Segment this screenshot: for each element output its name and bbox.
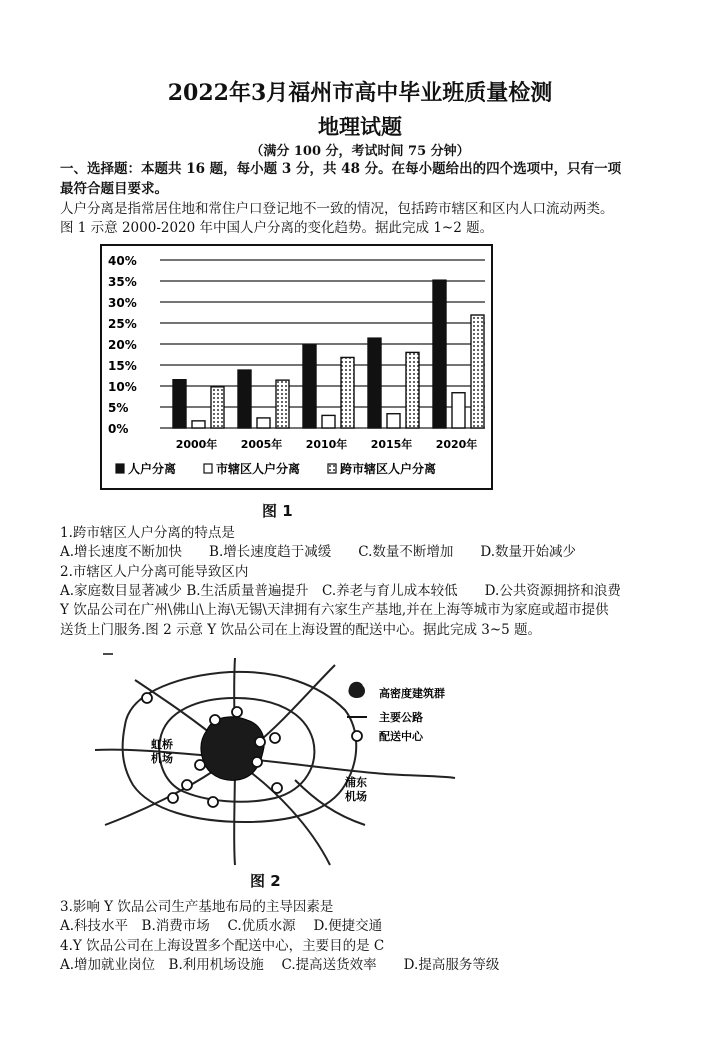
distribution-center [270,733,280,743]
x-tick-label: 2005年 [240,438,283,451]
x-tick-label: 2000年 [175,438,218,451]
bar [471,315,484,428]
bar [192,421,205,428]
y-tick-label: 15% [108,359,137,373]
y-tick-label: 0% [108,422,129,436]
distribution-center [168,793,178,803]
q3-options: A.科技水平 B.消费市场 C.优质水源 D.便捷交通 [60,918,383,934]
bar [238,370,251,428]
legend-road-label: 主要公路 [379,711,423,724]
intro2-line2: 送货上门服务.图 2 示意 Y 饮品公司在上海设置的配送中心。据此完成 3~5 题。 [60,622,542,638]
distribution-center [272,783,282,793]
bar [452,393,465,428]
distribution-center [210,715,220,725]
bar [303,345,316,428]
y-tick-label: 5% [108,401,129,415]
distribution-center [195,760,205,770]
legend-label: 人户分离 [128,462,177,476]
figure-2-caption: 图 2 [250,872,281,890]
bar [433,280,446,428]
bar [368,338,381,428]
distribution-center [232,707,242,717]
legend-label: 跨市辖区人户分离 [340,462,437,476]
legend-density-symbol [348,682,365,698]
bar [341,357,354,428]
y-tick-label: 25% [108,317,137,331]
road-southeast [245,768,330,865]
bar-chart [100,244,493,490]
x-tick-label: 2020年 [435,438,478,451]
pudong-label-1: 浦东 [345,776,367,789]
intro1-line2: 图 1 示意 2000-2020 年中国人户分离的变化趋势。据此完成 1~2 题。 [60,220,494,236]
figure-2-map [95,650,490,870]
intro1-line1: 人户分离是指常居住地和常住户口登记地不一致的情况，包括跨市辖区和区内人口流动两类。 [60,201,614,217]
legend-swatch [204,464,212,473]
legend-center-symbol [352,731,362,741]
bar [387,414,400,428]
legend-center-label: 配送中心 [379,730,423,743]
distribution-center [252,757,262,767]
hongqiao-label-1: 虹桥 [151,738,173,751]
intro2-line1: Y 饮品公司在广州\佛山\上海\无锡\天津拥有六家生产基地,并在上海等城市为家庭或超市提供 [60,602,609,618]
page-subtitle: 地理试题 [318,114,402,139]
bar [322,415,335,428]
figure-1-caption: 图 1 [262,502,293,520]
legend-swatch [328,464,336,473]
distribution-center [182,780,192,790]
figure-1-chart [100,244,493,490]
shanghai-map [95,650,490,870]
q2-stem: 2.市辖区人户分离可能导致区内 [60,564,249,580]
q4-options: A.增加就业岗位 B.利用机场设施 C.提高送货效率 D.提高服务等级 [60,957,500,973]
distribution-center [208,797,218,807]
road-northeast [255,665,335,745]
bar [211,387,224,428]
y-tick-label: 30% [108,296,137,310]
exam-meta: （满分 100 分，考试时间 75 分钟） [250,144,470,159]
distribution-center [255,737,265,747]
y-tick-label: 10% [108,380,137,394]
q1-options: A.增长速度不断加快 B.增长速度趋于减缓 C.数量不断增加 D.数量开始减少 [60,544,577,560]
q1-stem: 1.跨市辖区人户分离的特点是 [60,525,235,541]
bar [257,418,270,428]
bar [406,352,419,428]
road-east-west [95,750,455,778]
x-tick-label: 2010年 [305,438,348,451]
legend-swatch [116,464,124,473]
legend-label: 市辖区人户分离 [216,462,301,476]
bar [276,380,289,428]
y-tick-label: 35% [108,275,137,289]
high-density-area [201,717,264,780]
y-tick-label: 20% [108,338,137,352]
pudong-label-2: 机场 [345,790,367,803]
x-tick-label: 2015年 [370,438,413,451]
legend-density-label: 高密度建筑群 [379,687,445,700]
hongqiao-label-2: 机场 [151,752,173,765]
distribution-center [142,693,152,703]
q4-stem: 4.Y 饮品公司在上海设置多个配送中心，主要目的是 C [60,938,385,954]
q2-options: A.家庭数目显著减少 B.生活质量普遍提升 C.养老与育儿成本较低 D.公共资源拥挤和浪费 [60,583,621,599]
y-tick-label: 40% [108,254,137,268]
section-instructions-line2: 最符合题目要求。 [60,181,168,197]
bar [173,380,186,428]
page-title: 2022年3月福州市高中毕业班质量检测 [167,80,553,106]
section-instructions-line1: 一、选择题：本题共 16 题，每小题 3 分，共 48 分。在每小题给出的四个选项中，只有一项 [60,161,622,177]
q3-stem: 3.影响 Y 饮品公司生产基地布局的主导因素是 [60,899,334,915]
